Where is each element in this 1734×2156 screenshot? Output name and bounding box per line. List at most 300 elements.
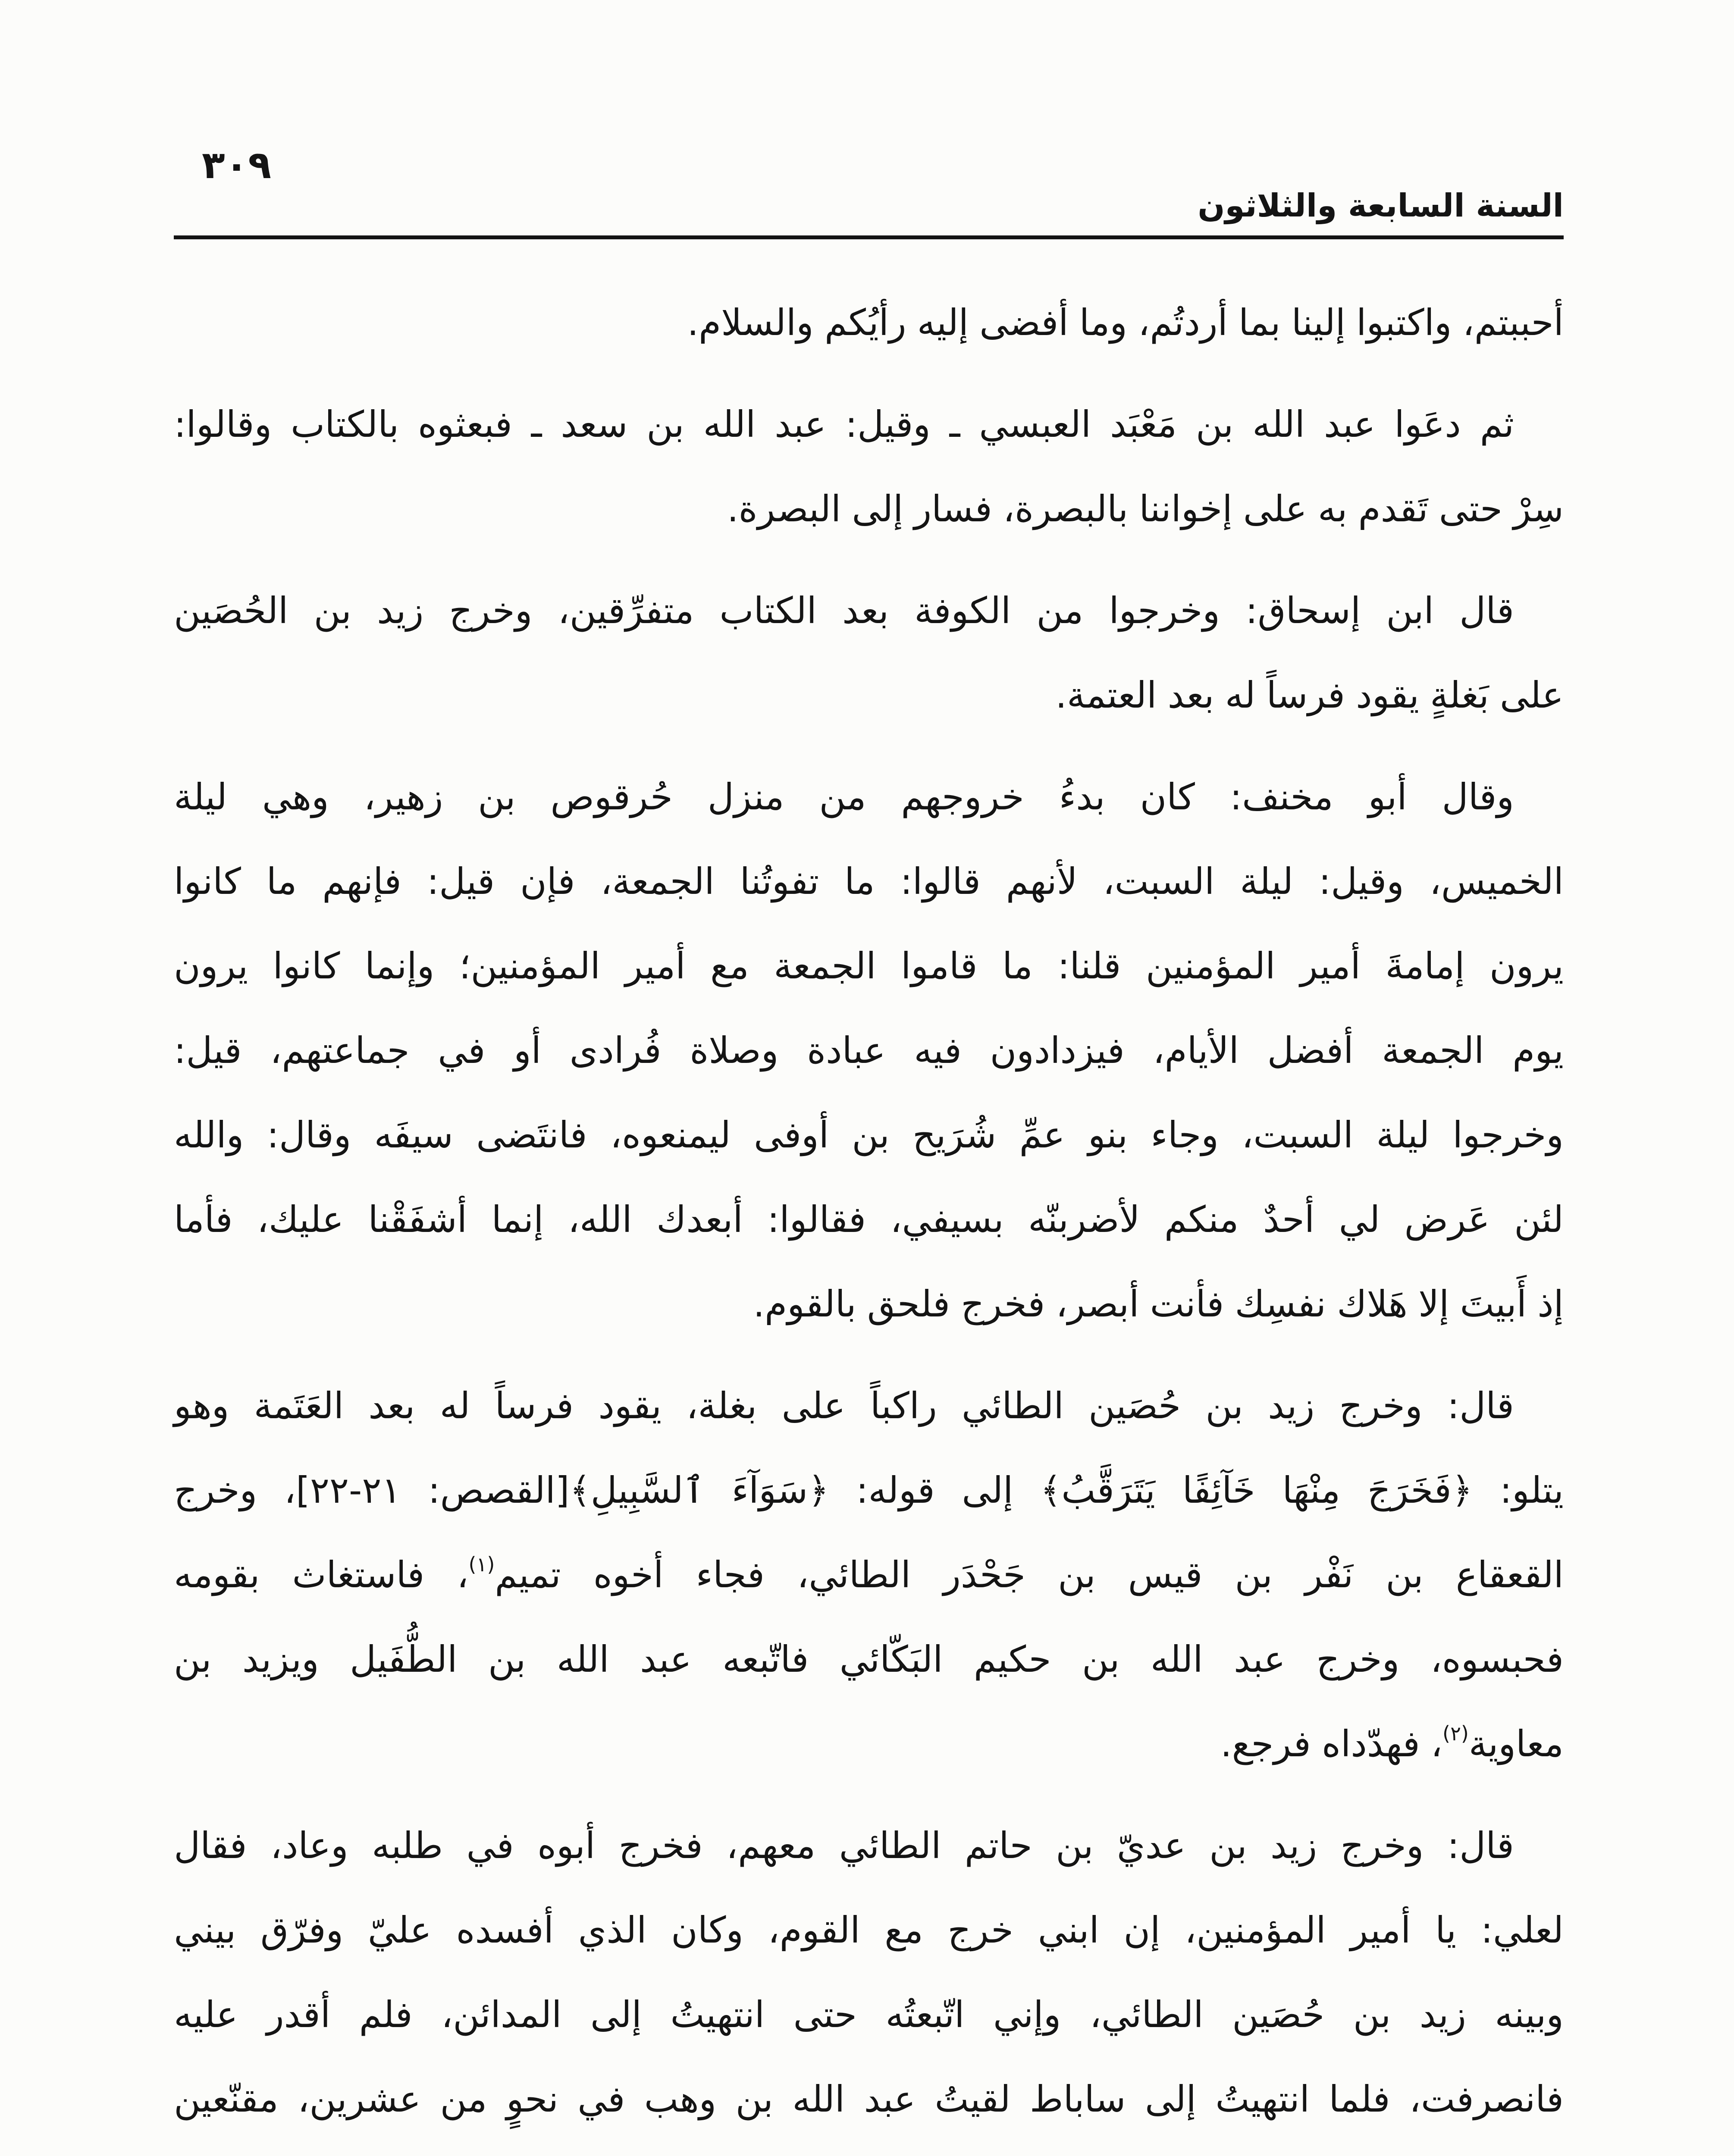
word: ما [844,860,875,903]
word: الطائي [839,1824,941,1867]
word: الله [556,1638,609,1680]
word: إليه [917,301,969,344]
word: ما [266,860,297,903]
word: من [819,776,866,818]
text-line [174,1008,1564,1093]
word: والسلام. [687,301,814,344]
word: على [1500,674,1564,716]
word: عبد [774,403,826,445]
word: الحُصَين [174,589,288,632]
text-line [174,280,1564,365]
word: بن [478,776,516,818]
word: عليّ [367,1909,432,1951]
word: عبد [864,2078,916,2120]
word: بعد [842,589,889,632]
word [478,2141,574,2156]
word: عَرض [1404,1198,1490,1241]
word: انتهيتُ [1215,2078,1310,2120]
word: يقود [598,1385,662,1427]
word: الكوفة [914,589,1011,632]
word: فسار [914,488,992,530]
word: حُرقوص [550,776,673,818]
word: فاستغاث [292,1554,425,1596]
word: له [1225,674,1256,716]
word: البَكّائي [839,1638,943,1680]
word: قيس [1128,1554,1203,1596]
word: الطُّفَيل [350,1638,458,1680]
word: أمير [1350,1909,1411,1951]
word: أبصر، [1056,1283,1139,1325]
word [298,2141,334,2156]
word: له [439,1385,470,1427]
text-line [174,1972,1564,2057]
word: ابن [1386,589,1434,632]
word: قيل: [174,1029,242,1072]
word: زيد [377,589,424,632]
word: الله [792,2078,845,2120]
word: فحبسوه، [1430,1638,1564,1680]
word: معهم، [726,1824,816,1867]
word: السبت، [1242,1114,1354,1156]
word: عبادة [807,1029,886,1072]
word: ليلة [1376,1114,1430,1156]
word: أوفى [754,1114,829,1156]
word: قالوا: [900,860,981,903]
word: أو [514,1029,541,1072]
word: لي [1339,1198,1380,1241]
word: فيه [914,1029,962,1072]
word [605,2141,686,2156]
word: والله [174,1114,244,1156]
word: فإن [520,860,575,903]
word: في [577,2078,625,2120]
word: وهو [174,1385,229,1427]
word: بن [1058,1554,1096,1596]
paragraph [174,568,1564,737]
word [1028,2141,1105,2156]
word: أحببتم، [1462,301,1564,344]
word: المؤمنين؛ [459,945,601,987]
word: به [1318,488,1348,530]
word: في [466,1824,514,1867]
word: فقال [174,1824,247,1867]
word [1136,2141,1242,2156]
word: طلبه [372,1824,443,1867]
word: عليه [174,1993,238,2036]
word: لأنهم [1006,860,1078,903]
word: حُصَين [1232,1993,1325,2036]
word: نَفْر [1304,1554,1354,1596]
word: عبد [1323,403,1376,445]
word: حاتم [964,1824,1032,1867]
word: بسيفي، [890,1198,1004,1241]
text-line [174,382,1564,467]
word: فقالوا: [767,1198,866,1241]
word: وإني [993,1993,1061,2036]
word: عليك، [257,1198,344,1241]
word: فأنت [1150,1283,1224,1325]
word: تفوتُنا [740,860,819,903]
word: فانتَضى [476,1114,587,1156]
word: خرج [947,1909,1014,1951]
word: سيفَه [374,1114,453,1156]
word: معاوية$^{(٢)}$، [1430,1722,1564,1765]
word [813,2141,877,2156]
word: القعقاع [1455,1554,1564,1596]
word: عبد [1234,1638,1286,1680]
word: إلا [1418,1283,1449,1325]
word: بن [735,2078,773,2120]
word: وخرج [1339,1385,1423,1427]
word: حتى [793,1993,857,2036]
word: قيل: [426,860,495,903]
word: وعاد، [270,1824,348,1867]
word: أقدر [267,1993,331,2036]
text-line [174,755,1564,839]
word: عديّ [1116,1824,1186,1867]
word: يَتَرَقَّبُ﴾ [1040,1469,1156,1511]
word: بَغلةٍ [1430,674,1489,716]
word: المدائن، [441,1993,562,2036]
word: السبت، [1103,860,1215,903]
word: فانصرفت، [1409,2078,1564,2120]
word: وهب [644,2078,717,2120]
word: بن [1353,1993,1391,2036]
word: إسحاق: [1245,589,1361,632]
text-line [174,2057,1564,2141]
page-number: ٣٠٩ [202,143,272,187]
text-line [174,1702,1564,1786]
word: ٱلسَّبِيلِ﴾[القصص: [428,1469,705,1511]
word: حُصَين [1088,1385,1181,1427]
word: مخنف: [1229,776,1333,818]
text-line [174,1617,1564,1702]
word: المؤمنين، [1185,1909,1326,1951]
word: من [440,2078,487,2120]
word: ﴿سَوَآءَ [731,1469,829,1511]
word: بن [1235,1554,1273,1596]
word: بن [852,1114,890,1156]
word: الجمعة، [600,860,715,903]
footnote-marker: (١) [468,1553,495,1576]
word: على [781,1385,846,1427]
word: زيد [1270,1824,1317,1867]
word: يا [1435,1909,1457,1951]
word: ثم [1480,403,1514,445]
word [1273,2141,1417,2156]
word: ﴿فَخَرَجَ [1367,1469,1473,1511]
word: إلى [852,488,903,530]
word: في [438,1029,486,1072]
word: إذ [1537,1283,1564,1325]
word: يرون [1489,945,1564,987]
word: يتلو: [1499,1469,1564,1511]
word: فرجع. [1220,1723,1311,1765]
word: الجمعة [1382,1029,1484,1072]
word: الذي [578,1909,647,1951]
text-line [174,924,1564,1008]
word: قال: [1447,1385,1514,1427]
word: فإنهم [322,860,401,903]
word: الطائي [962,1385,1064,1427]
word: وخرج [1316,1638,1400,1680]
word: بالكتاب [291,403,399,445]
word: ليمنعوه، [610,1114,731,1156]
word: العَتَمة [254,1385,344,1427]
word: الله [703,403,756,445]
word: الخميس، [1429,860,1564,903]
word: مع [710,945,749,987]
word: كانوا [273,945,340,987]
word: فخرج [618,1824,703,1867]
word: إلى [590,1993,642,2036]
word: نحوٍ [506,2078,558,2120]
word: وخرج [174,1469,257,1511]
word: سعد [561,403,628,445]
word: فرساً [1266,674,1345,716]
word: حكيم [973,1638,1051,1680]
word: عبد [640,1638,692,1680]
word: بغلة، [686,1385,757,1427]
word: بعد [1167,674,1214,716]
word: تميم$^{(١)}$، [457,1553,561,1596]
word: بن [1056,1824,1094,1867]
word: مَعْبَد [1110,403,1177,445]
word: لعلي: [1480,1909,1564,1951]
word: أردتُم، [1138,301,1228,344]
word: أبو [1368,776,1407,818]
word: بن [1386,1554,1424,1596]
word: فبعثوه [418,403,512,445]
word: الكتاب [719,589,817,632]
text-line [174,568,1564,653]
word: وبينه [1495,1993,1564,2036]
word: خَآئِفًا [1182,1469,1255,1511]
word: إن [1123,1909,1160,1951]
word: ليلة [1240,860,1294,903]
word: زيد [1268,1385,1315,1427]
word: ويزيد [242,1638,319,1680]
word: الطائي، [797,1554,911,1596]
word: بن [1082,1638,1120,1680]
word: الطائي، [1089,1993,1204,2036]
word: وقالوا: [174,403,272,445]
word: ابني [1038,1909,1099,1951]
word: فلما [1329,2078,1390,2120]
word: إلينا [1291,301,1345,344]
word: الله [1252,403,1305,445]
paragraph [174,382,1564,551]
word: أفضل [1267,1029,1354,1072]
word: المؤمنين [1145,945,1276,987]
word: أشفَقْنا [368,1198,467,1241]
word: بن [488,1638,526,1680]
word [174,2141,266,2156]
word: زيد [1419,1993,1466,2036]
word: انتهيتُ [670,1993,765,2036]
word: بعد [368,1385,415,1427]
word: مقنّعين [174,2078,279,2120]
word: قال [1459,589,1514,632]
word: فُرادى [569,1029,662,1072]
text-line [174,1363,1564,1448]
footnote-marker: (٢) [1442,1722,1469,1745]
word: مِنْهَا [1282,1469,1341,1511]
word: العتمة. [1055,674,1157,716]
word: راكباً [870,1385,937,1427]
word: وخرج [449,589,533,632]
word: إلى [1145,2078,1196,2120]
word: بيني [174,1909,236,1951]
word: جماعتهم، [270,1029,410,1072]
word: أمير [1300,945,1361,987]
text-line [174,467,1564,551]
word: حتى [1439,488,1503,530]
word: دعَوا [1394,403,1461,445]
word: أبوه [537,1824,596,1867]
paragraph [174,280,1564,365]
word: وفرّق [260,1909,344,1951]
word: وما [1079,301,1127,344]
word: الجمعة [774,945,876,987]
word: بالقوم. [753,1283,856,1325]
word: فيزدادون [990,1029,1125,1072]
word: منكم [1164,1198,1239,1241]
word: واكتبوا [1356,301,1452,344]
word: فاتّبعه [722,1638,809,1680]
word: بما [1239,301,1281,344]
word: لئن [1514,1198,1564,1241]
word: سِرْ [1513,488,1564,530]
word: فجاء [696,1554,765,1596]
word: هَلاك [1337,1283,1408,1325]
word: لأضربنّه [1028,1198,1140,1241]
word: ليلة [174,776,227,818]
word: أفسده [456,1909,554,1951]
text-line [174,653,1564,737]
word: وخرجوا [1109,589,1220,632]
word: ٢١-٢٢]، [284,1469,401,1511]
word: نفسِك [1235,1283,1326,1325]
word: فرساً [495,1385,574,1427]
word: بقومه [174,1554,260,1596]
word: إمامةَ [1385,945,1465,987]
text-line [174,2141,1564,2156]
word: اتّبعتُه [885,1993,965,2036]
word: بن [1209,1824,1247,1867]
word: بن [174,1638,212,1680]
word: وقيل: [845,403,931,445]
word: أفضى [979,301,1069,344]
word: بن [1195,403,1234,445]
running-title: السنة السابعة والثلاثون [1198,187,1564,224]
word: كان [1140,776,1195,818]
word: على [1243,488,1307,530]
word [1449,2141,1564,2156]
word: يرون [174,945,248,987]
word: يوم [1512,1029,1564,1072]
text-line [174,1262,1564,1346]
word: أحدٌ [1263,1198,1315,1241]
word: عمِّ [1019,1114,1065,1156]
word: العبسي [979,403,1091,445]
word: وصلاة [690,1029,779,1072]
main-text [174,280,1564,2156]
word: وقال [1442,776,1514,818]
text-line [174,1448,1564,1532]
word: إخواننا [1139,488,1232,530]
word: وخرج [1340,1824,1424,1867]
text-line [174,1888,1564,1972]
word: بن [314,589,351,632]
word: رأيُكم [824,301,906,344]
word: متفرِّقين، [558,589,694,632]
word: إنما [491,1198,544,1241]
word [365,2141,446,2156]
word: وقال: [267,1114,351,1156]
word: مع [884,1909,923,1951]
word: كانوا [174,860,241,903]
word: فخرج [961,1283,1045,1325]
word: ـ [531,403,542,445]
word: إلى [962,1469,1013,1511]
word: ـ [949,403,960,445]
text-line [174,1177,1564,1262]
word: قاموا [901,945,978,987]
word: بن [646,403,684,445]
word: فأما [174,1198,233,1241]
word: أَبيتَ [1460,1283,1527,1325]
word: الله، [568,1198,632,1241]
word: شُرَيح [912,1114,997,1156]
text-line [174,1532,1564,1617]
word: خروجهم [901,776,1024,818]
word: جَحْدَر [943,1554,1026,1596]
text-line [174,1093,1564,1177]
word: وجاء [1151,1114,1219,1156]
word: القوم، [768,1909,860,1951]
word: أخوه [593,1554,664,1596]
word: الأيام، [1153,1029,1239,1072]
word: وإنما [364,945,435,987]
word: ما [1002,945,1033,987]
word: بن [1205,1385,1243,1427]
word [717,2141,782,2156]
word: قوله: [856,1469,935,1511]
word: لقيتُ [934,2078,1011,2120]
word [908,2141,996,2156]
word: البصرة. [727,488,841,530]
word: الله [1150,1638,1203,1680]
word: ساباط [1029,2078,1126,2120]
paragraph [174,755,1564,1346]
word: وقيل: [1318,860,1404,903]
paragraph [174,1363,1564,1786]
word: فلم [359,1993,413,2036]
text-line [174,839,1564,924]
word: يقود [1356,674,1419,716]
word: بنو [1088,1114,1128,1156]
text-line [174,1803,1564,1888]
header-rule [174,235,1564,239]
word: أمير [625,945,686,987]
word: بدءُ [1059,776,1105,818]
word: قال: [1447,1824,1514,1867]
word: تَقدم [1358,488,1428,530]
word: زهير، [364,776,443,818]
word: فلحق [867,1283,950,1325]
word: من [1036,589,1084,632]
